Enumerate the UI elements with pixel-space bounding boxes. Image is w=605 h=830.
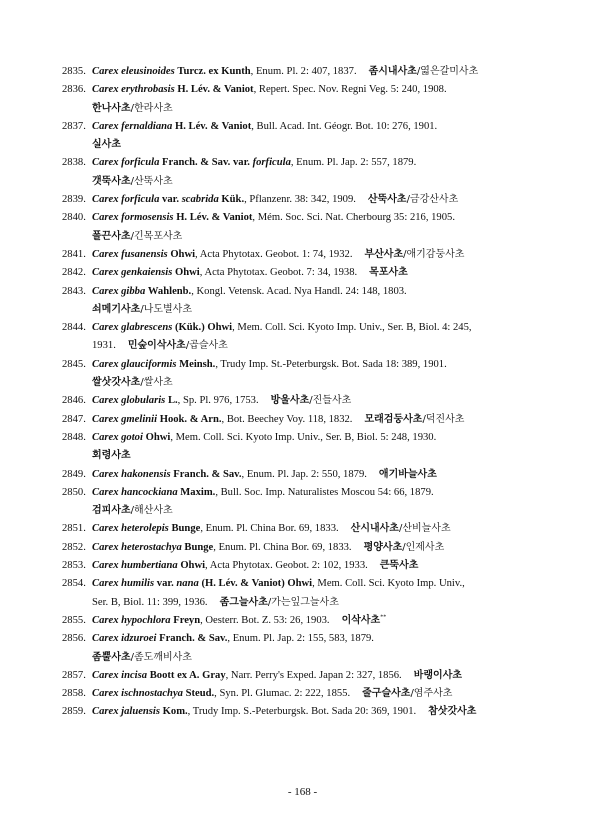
entry-number: 2844. bbox=[62, 322, 86, 334]
entry-number: 2857. bbox=[62, 669, 86, 681]
entry-number: 2854. bbox=[62, 578, 86, 590]
list-item bbox=[62, 429, 542, 466]
entry-number: 2836. bbox=[62, 84, 86, 96]
citation: , Pflanzenr. 38: 342, 1909. bbox=[244, 194, 356, 206]
korean-name: 이삭사초 bbox=[341, 614, 381, 626]
list-item bbox=[62, 118, 542, 155]
citation: , Enum. Pl. Jap. 2: 557, 1879. bbox=[290, 157, 417, 169]
list-item bbox=[62, 191, 542, 209]
korean-name: 산뚝사초 bbox=[367, 194, 407, 206]
species-name: Carex hakonensis bbox=[92, 468, 171, 480]
list-item bbox=[62, 209, 542, 246]
korean-name: 바랭이사초 bbox=[413, 669, 463, 681]
korean-name: 좀그늘사초 bbox=[219, 596, 268, 608]
author: Freyn bbox=[173, 614, 201, 626]
list-item bbox=[62, 685, 542, 703]
species-name: Carex humilis bbox=[92, 578, 155, 590]
citation: , Enum. Pl. Jap. 2: 155, 583, 1879. bbox=[227, 633, 374, 645]
author: Ohwi bbox=[180, 560, 206, 572]
species-name: Carex forficula bbox=[92, 194, 160, 206]
species-name: Carex hypochlora bbox=[92, 614, 171, 626]
author: var. bbox=[162, 194, 180, 206]
species-name: Carex hancockiana bbox=[92, 486, 178, 498]
korean-synonym: /곱슬사초 bbox=[185, 340, 228, 352]
citation: , Repert. Spec. Nov. Regni Veg. 5: 240, 1908. bbox=[253, 84, 447, 96]
list-item bbox=[62, 283, 542, 320]
citation: , Mém. Soc. Sci. Nat. Cherbourg 35: 216, 1905. bbox=[252, 212, 455, 224]
author: Maxim. bbox=[180, 486, 216, 498]
author: Kük. bbox=[221, 194, 245, 206]
korean-synonym: /나도별사초 bbox=[140, 303, 192, 315]
korean-name: 좀시내사초 bbox=[368, 66, 417, 77]
citation: 1931. bbox=[92, 340, 116, 352]
entry-number: 2838. bbox=[62, 157, 86, 169]
list-item bbox=[62, 484, 542, 521]
author: Bunge bbox=[184, 541, 214, 553]
author: var. bbox=[156, 578, 174, 590]
species-name: Carex heterolepis bbox=[92, 523, 169, 535]
citation: , Trudy Imp. S.-Peterburgsk. Bot. Sada 20: 369, 1901. bbox=[187, 706, 417, 718]
citation: , Mem. Coll. Sci. Kyoto Imp. Univ., bbox=[312, 578, 465, 590]
list-item bbox=[62, 466, 542, 484]
korean-synonym: /한라사초 bbox=[130, 102, 173, 114]
list-item bbox=[62, 630, 542, 667]
korean-synonym: /금강산사초 bbox=[406, 194, 459, 206]
species-name: Carex erythrobasis bbox=[92, 84, 175, 96]
korean-name: 쇠메기사초 bbox=[92, 303, 141, 315]
citation: , Bull. Acad. Int. Géogr. Bot. 10: 276, 1901. bbox=[251, 120, 438, 132]
list-item bbox=[62, 520, 542, 538]
list-item bbox=[62, 703, 542, 721]
citation: , Narr. Perry's Exped. Japan 2: 327, 1856. bbox=[225, 669, 402, 681]
entry-number: 2855. bbox=[62, 614, 86, 626]
page-number: - 168 - bbox=[287, 786, 318, 798]
author: Ohwi bbox=[145, 431, 171, 443]
korean-name: 목포사초 bbox=[369, 267, 408, 279]
entry-number: 2845. bbox=[62, 358, 86, 370]
species-name: Carex humbertiana bbox=[92, 560, 178, 572]
infraspecific-name: forficula bbox=[252, 157, 291, 169]
entry-number: 2850. bbox=[62, 486, 86, 498]
citation: , Syn. Pl. Glumac. 2: 222, 1855. bbox=[214, 688, 351, 700]
species-name: Carex ischnostachya bbox=[92, 688, 183, 700]
species-name: Carex forficula bbox=[92, 157, 160, 169]
korean-name: 평양사초 bbox=[363, 541, 403, 553]
entry-number: 2859. bbox=[62, 706, 86, 718]
list-item bbox=[62, 356, 542, 393]
korean-name: 실사초 bbox=[92, 139, 121, 151]
entry-number: 2856. bbox=[62, 633, 86, 645]
species-name: Carex gibba bbox=[92, 285, 146, 297]
citation: Ser. B, Biol. 11: 399, 1936. bbox=[92, 596, 208, 608]
footnote-mark: ** bbox=[380, 614, 387, 621]
species-name: Carex incisa bbox=[92, 669, 148, 681]
list-item bbox=[62, 154, 542, 191]
citation: , Mem. Coll. Sci. Kyoto Imp. Univ., Ser. B, Biol. 4: 245, bbox=[232, 322, 472, 334]
author: H. Lév. & Vaniot bbox=[177, 84, 254, 96]
citation: , Enum. Pl. China Bor. 69, 1833. bbox=[200, 523, 339, 535]
list-item bbox=[62, 557, 542, 575]
author: Bunge bbox=[171, 523, 201, 535]
entry-number: 2858. bbox=[62, 688, 86, 700]
species-name: Carex fusanensis bbox=[92, 248, 168, 260]
author: (H. Lév. & Vaniot) Ohwi bbox=[201, 578, 313, 590]
list-item bbox=[62, 246, 542, 264]
korean-synonym: /산뚝사초 bbox=[130, 175, 173, 187]
korean-name: 부산사초 bbox=[364, 248, 404, 260]
list-item bbox=[62, 264, 542, 282]
list-item bbox=[62, 81, 542, 118]
author: Franch. & Sav. var. bbox=[162, 157, 250, 169]
korean-synonym: /좀도깨비사초 bbox=[130, 651, 192, 663]
entry-number: 2849. bbox=[62, 468, 86, 480]
author: Turcz. ex Kunth bbox=[177, 66, 251, 77]
citation: , Sp. Pl. 976, 1753. bbox=[177, 395, 259, 407]
species-name: Carex fernaldiana bbox=[92, 120, 173, 132]
species-name: Carex genkaiensis bbox=[92, 267, 173, 279]
species-name: Carex heterostachya bbox=[92, 541, 182, 553]
korean-name: 모래검둥사초 bbox=[364, 413, 423, 425]
citation: , Mem. Coll. Sci. Kyoto Imp. Univ., Ser. B, Biol. 5: 248, 1930. bbox=[170, 431, 437, 443]
entry-number: 2847. bbox=[62, 413, 86, 425]
entry-number: 2848. bbox=[62, 431, 86, 443]
entry-number: 2851. bbox=[62, 523, 86, 535]
korean-name: 큰뚝사초 bbox=[379, 560, 419, 572]
author: Meinsh. bbox=[179, 358, 216, 370]
entry-number: 2842. bbox=[62, 267, 86, 279]
citation: , Acta Phytotax. Geobot. 2: 102, 1933. bbox=[205, 560, 368, 572]
species-name: Carex glauciformis bbox=[92, 358, 177, 370]
korean-synonym: /염주사초 bbox=[410, 688, 453, 700]
citation: , Enum. Pl. 2: 407, 1837. bbox=[250, 66, 357, 77]
entry-number: 2835. bbox=[62, 66, 86, 77]
species-name: Carex idzuroei bbox=[92, 633, 157, 645]
citation: , Acta Phytotax. Geobot. 1: 74, 1932. bbox=[195, 248, 353, 260]
korean-synonym: /엷은갈미사초 bbox=[416, 66, 479, 77]
author: Hook. & Arn. bbox=[159, 413, 222, 425]
entry-number: 2837. bbox=[62, 120, 86, 132]
author: Ohwi bbox=[175, 267, 200, 279]
korean-name: 회령사초 bbox=[92, 450, 131, 462]
citation: , Trudy Imp. St.-Peterburgsk. Bot. Sada 18: 389, 1901. bbox=[215, 358, 447, 370]
korean-name: 쌀삿갓사초 bbox=[92, 377, 141, 389]
species-name: Carex gmelinii bbox=[92, 413, 158, 425]
citation: , Bull. Soc. Imp. Naturalistes Moscou 54: 66, 1879. bbox=[215, 486, 434, 498]
species-name: Carex glabrescens bbox=[92, 322, 173, 334]
korean-synonym: /애기감둥사초 bbox=[403, 248, 465, 260]
species-name: Carex eleusinoides bbox=[92, 66, 175, 77]
author: Franch. & Sav. bbox=[173, 468, 242, 480]
species-name: Carex gotoi bbox=[92, 431, 143, 443]
species-name: Carex globularis bbox=[92, 395, 166, 407]
species-name: Carex jaluensis bbox=[92, 706, 160, 718]
korean-name: 검피사초 bbox=[92, 505, 131, 517]
list-item bbox=[62, 392, 542, 410]
entry-number: 2853. bbox=[62, 560, 86, 572]
author: Steud. bbox=[185, 688, 215, 700]
entry-number: 2841. bbox=[62, 248, 86, 260]
species-list bbox=[62, 63, 542, 722]
korean-name: 좀뿔사초 bbox=[92, 651, 131, 663]
entry-number: 2846. bbox=[62, 395, 86, 407]
list-item bbox=[62, 63, 542, 81]
korean-name: 민숲이삭사초 bbox=[127, 340, 186, 352]
author: (Kük.) Ohwi bbox=[175, 322, 233, 334]
author: Franch. & Sav. bbox=[159, 633, 228, 645]
list-item bbox=[62, 667, 542, 685]
korean-name: 갯뚝사초 bbox=[92, 175, 131, 187]
list-item bbox=[62, 319, 542, 356]
citation: , Bot. Beechey Voy. 118, 1832. bbox=[221, 413, 353, 425]
species-name: Carex formosensis bbox=[92, 212, 174, 224]
korean-name: 산시내사초 bbox=[350, 523, 399, 535]
korean-synonym: /인제사초 bbox=[402, 541, 445, 553]
author: Kom. bbox=[162, 706, 188, 718]
list-item bbox=[62, 575, 542, 612]
citation: , Oesterr. Bot. Z. 53: 26, 1903. bbox=[200, 614, 330, 626]
author: Wahlenb. bbox=[147, 285, 192, 297]
korean-synonym: /덕진사초 bbox=[422, 413, 465, 425]
korean-name: 방울사초 bbox=[270, 395, 310, 407]
korean-synonym: /쌀사초 bbox=[140, 377, 173, 389]
korean-name: 줄구슬사초 bbox=[362, 688, 411, 700]
author: H. Lév. & Vaniot bbox=[176, 212, 253, 224]
citation: , Acta Phytotax. Geobot. 7: 34, 1938. bbox=[199, 267, 358, 279]
citation: , Kongl. Vetensk. Acad. Nya Handl. 24: 148, 1803. bbox=[191, 285, 407, 297]
list-item bbox=[62, 411, 542, 429]
korean-synonym: /산비늘사초 bbox=[398, 523, 451, 535]
korean-synonym: /긴목포사초 bbox=[130, 230, 183, 242]
list-item bbox=[62, 612, 542, 630]
author: Ohwi bbox=[170, 248, 196, 260]
entry-number: 2843. bbox=[62, 285, 86, 297]
infraspecific-name: nana bbox=[176, 578, 199, 590]
korean-synonym: /가는잎그늘사초 bbox=[267, 596, 339, 608]
korean-name: 폴끈사초 bbox=[92, 230, 131, 242]
entry-number: 2839. bbox=[62, 194, 86, 206]
citation: , Enum. Pl. Jap. 2: 550, 1879. bbox=[241, 468, 367, 480]
list-item bbox=[62, 539, 542, 557]
citation: , Enum. Pl. China Bor. 69, 1833. bbox=[213, 541, 352, 553]
korean-synonym: /진들사초 bbox=[309, 395, 352, 407]
infraspecific-name: scabrida bbox=[181, 194, 219, 206]
korean-name: 한나사초 bbox=[92, 102, 131, 114]
author: L. bbox=[167, 395, 178, 407]
author: H. Lév. & Vaniot bbox=[175, 120, 252, 132]
author: Boott ex A. Gray bbox=[149, 669, 226, 681]
korean-name: 참삿갓사초 bbox=[428, 706, 477, 718]
entry-number: 2852. bbox=[62, 541, 86, 553]
korean-name: 애기바늘사초 bbox=[378, 468, 437, 480]
entry-number: 2840. bbox=[62, 212, 86, 224]
korean-synonym: /해산사초 bbox=[130, 505, 173, 517]
